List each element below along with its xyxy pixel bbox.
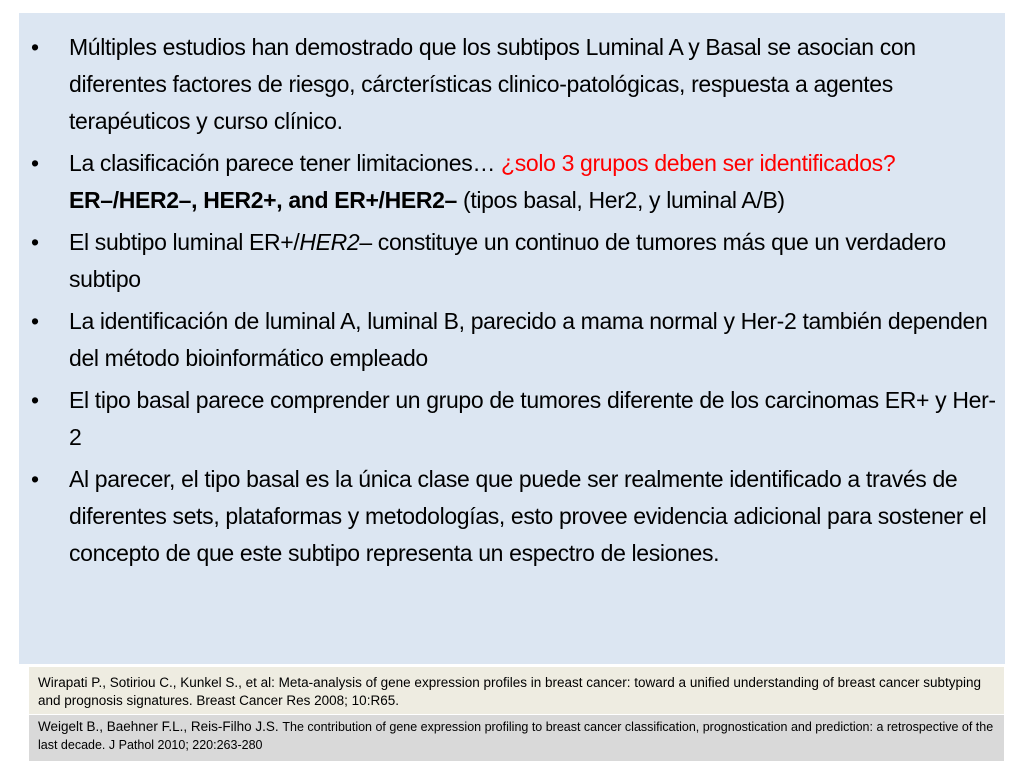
bullet-dot-icon: • xyxy=(31,387,39,413)
bullet-item-5 xyxy=(28,382,1000,456)
bullet-text: La identificación de luminal A, luminal B, parecido a mama normal y Her-2 también dependen del método bioinformático empleado xyxy=(69,308,988,371)
bullet-item-2 xyxy=(28,145,1000,219)
bullet-list xyxy=(28,29,1000,577)
bullet-item-4 xyxy=(28,303,1000,377)
bullet-text: La clasificación parece tener limitaciones… xyxy=(69,150,502,176)
bullet-text: El tipo basal parece comprender un grupo de tumores diferente de los carcinomas ER+ y Her-2 xyxy=(69,387,996,450)
bullet-dot-icon: • xyxy=(31,150,39,176)
bullet-dot-icon: • xyxy=(31,308,39,334)
bullet-bold-groups: ER–/HER2–, HER2+, and ER+/HER2– xyxy=(69,187,457,213)
reference-text: Wirapati P., Sotiriou C., Kunkel S., et al: Meta-analysis of gene expression profiles in breast cancer: toward a unified understanding of breast cancer subtyping and prognosis signatures. Breast Cancer Res 2008; 10:R65. xyxy=(38,675,982,708)
reference-wirapati xyxy=(29,667,1004,714)
bullet-text: El subtipo luminal ER+/ xyxy=(69,229,300,255)
bullet-item-6 xyxy=(28,461,1000,572)
bullet-highlight-question: ¿solo 3 grupos deben ser identificados? xyxy=(501,150,896,176)
bullet-item-3 xyxy=(28,224,1000,298)
slide-content-box xyxy=(19,13,1005,664)
bullet-dot-icon: • xyxy=(31,466,39,492)
bullet-text-tail: – constituye un continuo de tumores más que un verdadero subtipo xyxy=(69,229,946,292)
bullet-text-tail: (tipos basal, Her2, y luminal A/B) xyxy=(456,187,785,213)
bullet-item-1 xyxy=(28,29,1000,140)
bullet-text: Múltiples estudios han demostrado que los subtipos Luminal A y Basal se asocian con diferentes factores de riesgo, cárcterísticas clinico-patológicas, respuesta a agentes terapéuticos y curso clínico. xyxy=(69,34,916,134)
bullet-text: Al parecer, el tipo basal es la única clase que puede ser realmente identificado a través de diferentes sets, plataformas y metodologías, esto provee evidencia adicional para sostener el concepto de que este subtipo representa un espectro de lesiones. xyxy=(69,466,987,566)
reference-weigelt xyxy=(29,715,1004,761)
reference-authors: Weigelt B., Baehner F.L., Reis-Filho J.S. xyxy=(38,719,283,734)
bullet-dot-icon: • xyxy=(31,229,39,255)
bullet-dot-icon: • xyxy=(31,34,39,60)
bullet-italic-her2: HER2 xyxy=(299,229,360,255)
reference-text: The contribution of gene expression profiling to breast cancer classification, prognostication and prediction: a retrospective of the last decade. J Pathol 2010; 220:263-280 xyxy=(38,720,994,752)
